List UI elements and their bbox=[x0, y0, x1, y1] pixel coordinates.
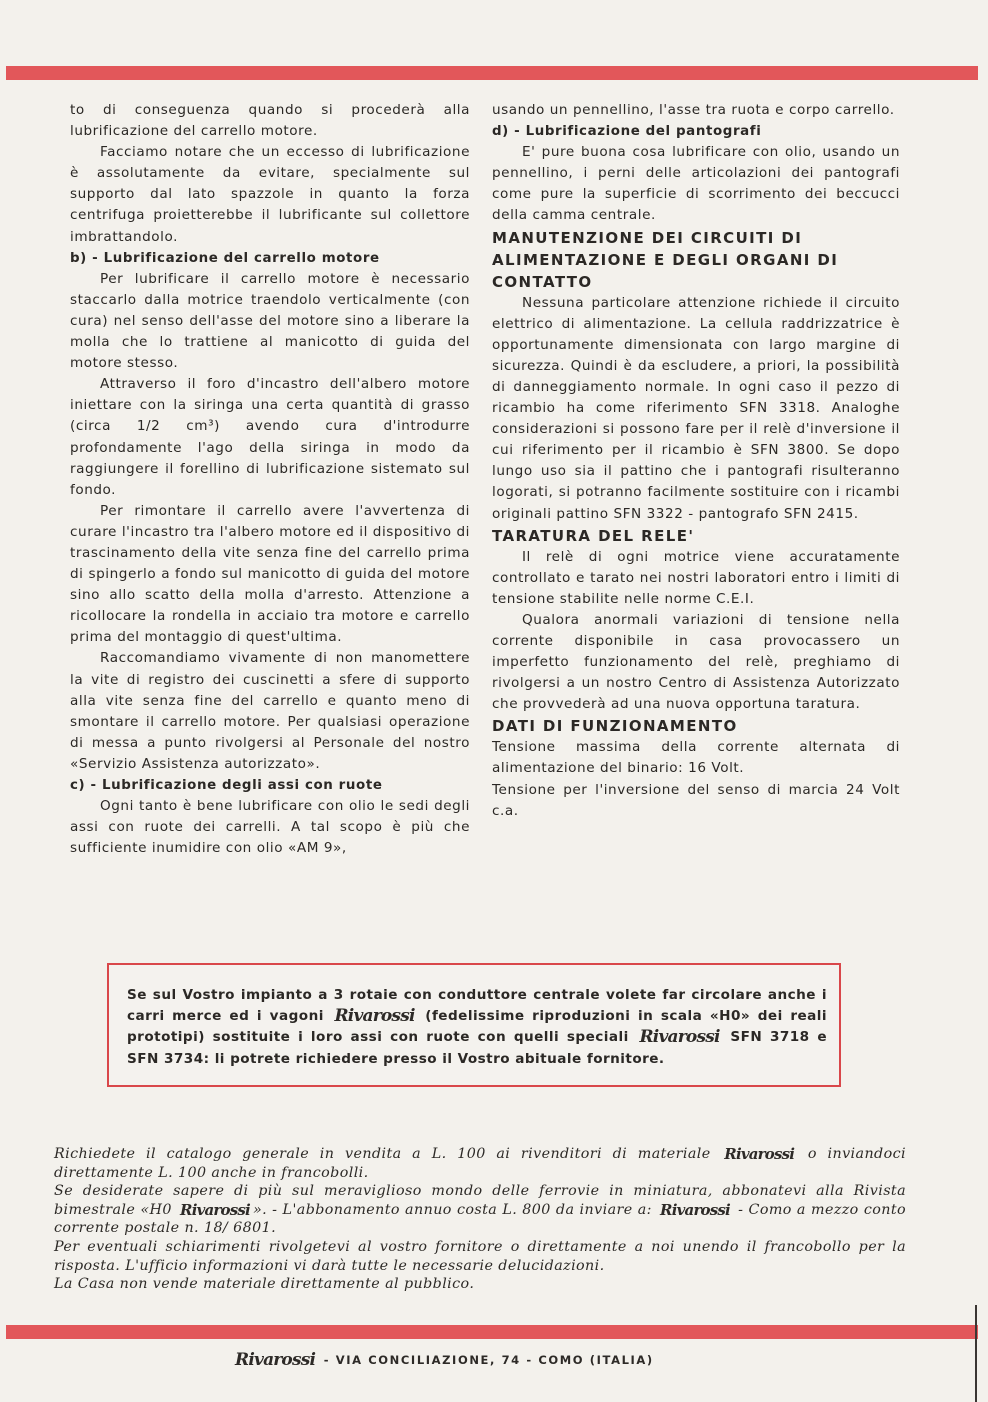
paragraph: Attraverso il foro d'incastro dell'albero motore iniettare con la siringa una certa quantità di grasso (circa 1/2 cm³) avendo cura d'introdurre profondamente l'ago della siringa in modo da raggiungere il forellino di lubrificazione sistemato sul fondo. bbox=[70, 376, 470, 498]
top-red-band bbox=[6, 66, 978, 80]
paragraph: Raccomandiamo vivamente di non manomettere la vite di registro dei cuscinetti a sfere di supporto alla vite senza fine del carrello e quanto meno di smontare il carrello motore. Per qualsiasi operazione di messa a punto rivolgersi al Personale del nostro «Servizio Assistenza autorizzato». bbox=[70, 650, 470, 772]
notice-box bbox=[107, 963, 841, 1087]
bottom-red-band bbox=[6, 1325, 978, 1339]
brand-logo: Rivarossi bbox=[639, 1027, 720, 1048]
section-heading-c: c) - Lubrificazione degli assi con ruote bbox=[70, 778, 383, 793]
paragraph: Facciamo notare che un eccesso di lubrificazione è assolutamente da evitare, specialmente sul supporto dal lato spazzole in quanto la forza centrifuga proietterebbe il lubrificante sul collettore imbrattandolo. bbox=[70, 144, 470, 245]
paragraph: to di conseguenza quando si procederà alla lubrificazione del carrello motore. bbox=[70, 102, 470, 140]
paragraph: usando un pennellino, l'asse tra ruota e corpo carrello. bbox=[492, 102, 895, 118]
footer-line: Per eventuali schiarimenti rivolgetevi al vostro fornitore o direttamente a noi unendo il francobollo per la risposta. L'ufficio informazioni vi darà tutte le necessarie delucidazioni. bbox=[54, 1238, 906, 1274]
brand-logo: Rivarossi bbox=[180, 1200, 250, 1219]
paragraph: Qualora anormali variazioni di tensione nella corrente disponibile in casa provocassero un imperfetto funzionamento del relè, preghiamo di rivolgersi a un nostro Centro di Assistenza Autorizzato che provvederà ad una nuova opportuna taratura. bbox=[492, 611, 900, 713]
right-column bbox=[492, 100, 900, 822]
heading-manutenzione: MANUTENZIONE DEI CIRCUITI DI ALIMENTAZIONE E DEGLI ORGANI DI CONTATTO bbox=[492, 228, 839, 291]
footer-line: La Casa non vende materiale direttamente al pubblico. bbox=[54, 1276, 475, 1293]
paragraph: Tensione massima della corrente alternata di alimentazione del binario: 16 Volt. bbox=[492, 739, 900, 777]
paragraph: Per rimontare il carrello avere l'avvertenza di curare l'incastro tra l'albero motore ed il dispositivo di trascinamento della vite senza fine del carrello prima di spingerlo a fondo sul manicotto di guida del motore sino allo scatto della molla d'arresto. Attenzione a ricollocare la rondella in acciaio tra motore e carrello prima del montaggio di quest'ultima. bbox=[70, 502, 470, 646]
section-heading-d: d) - Lubrificazione del pantografi bbox=[492, 124, 762, 140]
brand-logo: Rivarossi bbox=[334, 1006, 415, 1027]
brand-logo: Rivarossi bbox=[660, 1200, 730, 1219]
footer-line: Se desiderate sapere di più sul meraviglioso mondo delle ferrovie in miniatura, abbonatevi alla Rivista bimestrale «H0 Rivarossi ». - L'abbonamento annuo costa L. 800 da inviare a: Rivarossi - Como a mezzo conto corrente postale n. 18/ 6801. bbox=[54, 1183, 907, 1237]
paragraph: E' pure buona cosa lubrificare con olio, usando un pennellino, i perni delle articolazioni dei pantografi come pure la superficie di scorrimento dei beccucci della camma centrale. bbox=[492, 144, 900, 224]
heading-taratura: TARATURA DEL RELE' bbox=[492, 526, 695, 545]
footer-notes bbox=[54, 1145, 906, 1294]
brand-logo: Rivarossi bbox=[724, 1145, 795, 1163]
left-column bbox=[70, 100, 470, 859]
paragraph: Ogni tanto è bene lubrificare con olio le sedi degli assi con ruote dei carrelli. A tal scopo è più che sufficiente inumidire con olio «AM 9», bbox=[70, 798, 470, 857]
paragraph: Il relè di ogni motrice viene accuratamente controllato e tarato nei nostri laboratori entro i limiti di tensione stabilite nelle norme C.E.I. bbox=[492, 548, 900, 607]
paragraph: Tensione per l'inversione del senso di marcia 24 Volt c.a. bbox=[492, 781, 900, 819]
notice-text: Se sul Vostro impianto a 3 rotaie con conduttore centrale volete far circolare anche i carri merce ed i vagoni Rivarossi (fedelissime riproduzioni in scala «H0» dei reali prototipi) sostituite i loro assi con ruote con quelli speciali Rivarossi SFN 3718 e SFN 3734: li potrete richiedere presso il Vostro abituale fornitore. bbox=[127, 987, 827, 1067]
section-heading-b: b) - Lubrificazione del carrello motore bbox=[70, 250, 380, 266]
paragraph: Per lubrificare il carrello motore è necessario staccarlo dalla motrice traendolo verticalmente (con cura) nel senso dell'asse del motore sino a liberare la molla che lo trattiene al manicotto di guida del motore stesso. bbox=[70, 270, 470, 372]
heading-dati: DATI DI FUNZIONAMENTO bbox=[492, 717, 738, 736]
address-line: Rivarossi - VIA CONCILIAZIONE, 74 - COMO (ITALIA) bbox=[235, 1350, 654, 1370]
page-edge-line bbox=[975, 1305, 977, 1402]
paragraph: Nessuna particolare attenzione richiede il circuito elettrico di alimentazione. La cellula raddrizzatrice è opportunamente dimensionata con largo margine di sicurezza. Quindi è da escludere, a priori, la possibilità di danneggiamento normale. In ogni caso il pezzo di ricambio ha come riferimento SFN 3318. Analoghe considerazioni si possono fare per il relè d'inversione il cui riferimento per il ricambio è SFN 3800. Se dopo lungo uso sia il pattino che i pantografi risulteranno logorati, si potranno facilmente sostituire con i ricambi originali pattino SFN 3322 - pantografo SFN 2415. bbox=[492, 294, 900, 522]
brand-logo: Rivarossi bbox=[235, 1350, 316, 1370]
footer-line: Richiedete il catalogo generale in vendita a L. 100 ai rivenditori di materiale Rivarossi o inviandoci direttamente L. 100 anche in francobolli. bbox=[54, 1145, 906, 1181]
